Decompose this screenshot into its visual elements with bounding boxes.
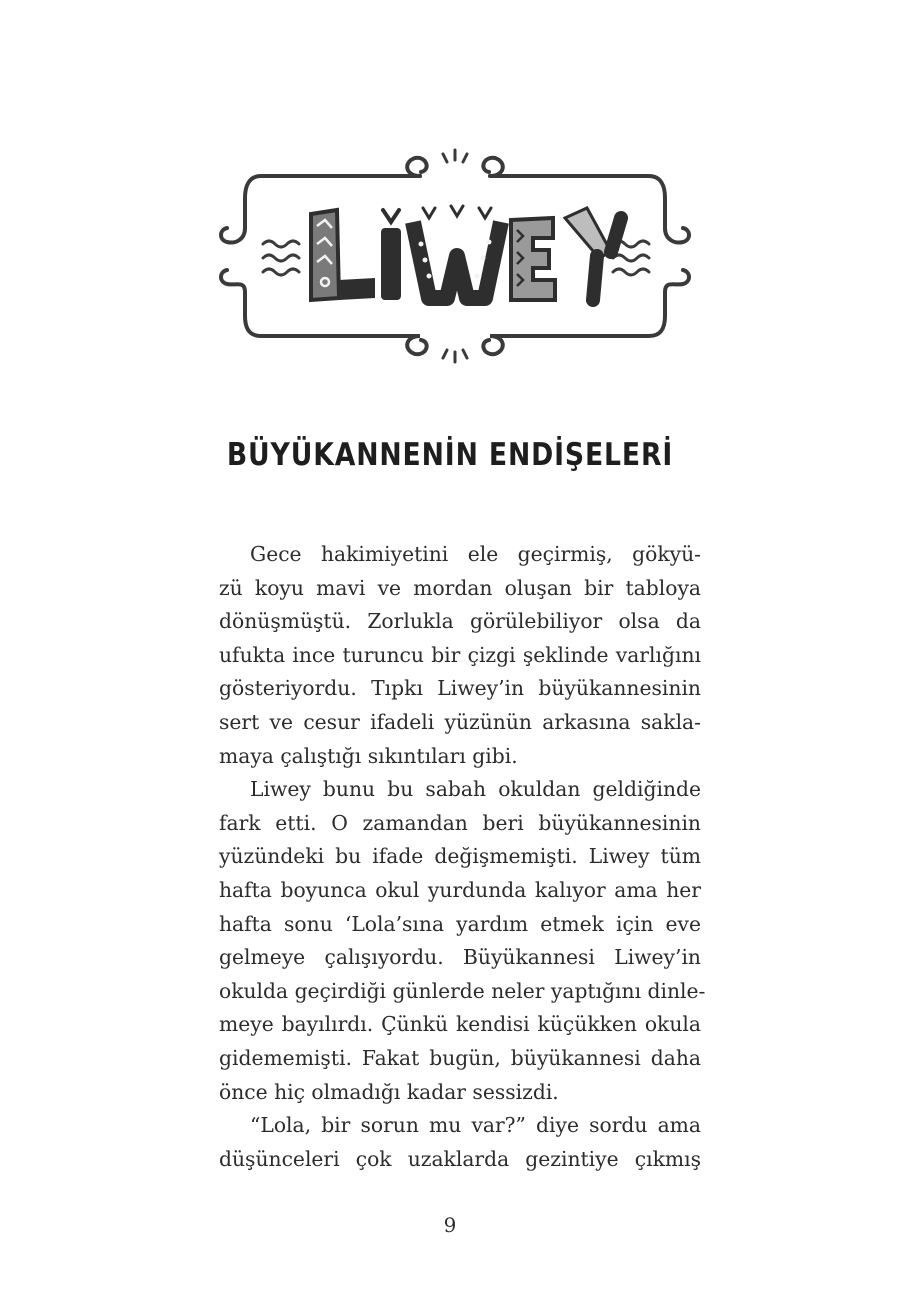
text-line: okulda geçirdiği günlerde neler yaptığını dinle- [219,978,706,1003]
page-number: 9 [443,1213,457,1237]
liwey-logo [215,148,695,364]
logo-letter-l [311,210,375,300]
text-line: dönüşmüştü. Zorlukla görülebiliyor olsa da [219,609,701,634]
text-line: hafta sonu ‘Lola’sına yardım etmek için eve [219,911,701,936]
text-line: Liwey bunu bu sabah okuldan geldiğinde [250,777,701,802]
text-line: Gece hakimiyetini ele geçirmiş, gökyü- [250,542,701,566]
logo-letter-e [511,218,555,300]
logo-letter-y [565,208,621,300]
text-line: önce hiç olmadığı kadar sessizdi. [219,1079,559,1104]
text-line: düşünceleri çok uzaklarda gezintiye çıkmış [219,1146,701,1171]
text-line: yüzündeki bu ifade değişmemişti. Liwey tüm [219,844,701,869]
text-line: “Lola, bir sorun mu var?” diye sordu ama [250,1113,701,1138]
text-line: gidememişti. Fakat bugün, büyükannesi daha [219,1045,701,1070]
logo-letter-w [413,206,501,298]
text-line: meye bayılırdı. Çünkü kendisi küçükken okula [219,1012,701,1037]
chapter-title: BÜYÜKANNENİN ENDİŞELERİ [226,437,674,473]
logo-letter-i [381,210,401,300]
body-text [219,538,706,1176]
text-line: gösteriyordu. Tıpkı Liwey’in büyükannesinin [219,676,701,701]
text-line: ufukta ince turuncu bir çizgi şeklinde varlığını [219,642,701,667]
text-line: maya çalıştığı sıkıntıları gibi. [219,743,518,768]
text-line: gelmeye çalışıyordu. Büyükannesi Liwey’in [219,945,701,970]
text-line: sert ve cesur ifadeli yüzünün arkasına sakla- [219,709,701,734]
text-line: fark etti. O zamandan beri büyükannesinin [219,810,701,835]
text-line: hafta boyunca okul yurdunda kalıyor ama her [219,877,701,902]
text-line: zü koyu mavi ve mordan oluşan bir tabloya [219,575,701,600]
